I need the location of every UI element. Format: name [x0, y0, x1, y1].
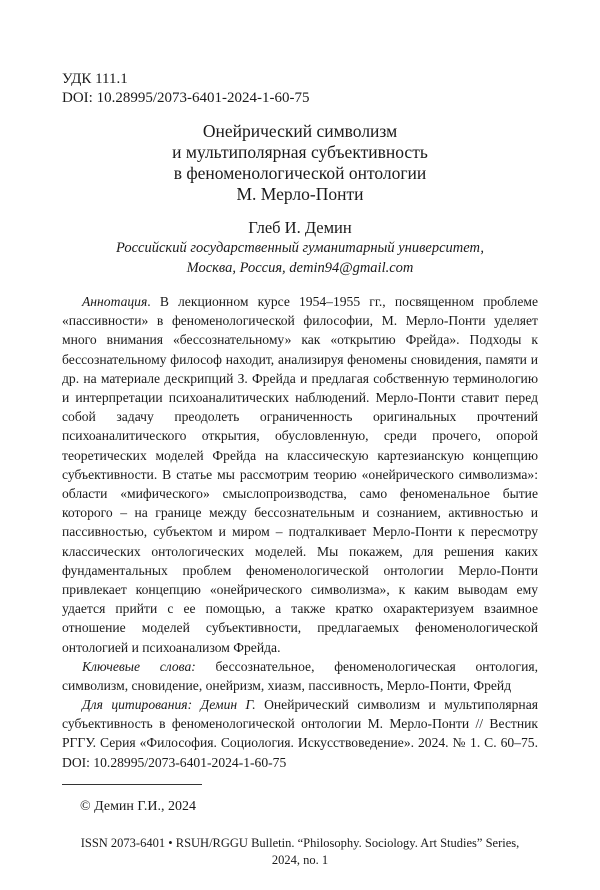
udk-code: УДК 111.1	[62, 71, 128, 87]
abstract-label: Аннотация	[82, 294, 148, 309]
citation-label: Для цитирования: Демин Г.	[82, 697, 256, 712]
footer-line-2: 2024, no. 1	[271, 853, 329, 867]
abstract-text: . В лекционном курсе 1954–1955 гг., посвященном проблеме «пассивности» в феноменологической философии, М. Мерло-Понти уделяет много внимания «бессознательному» как «открытию Фрейда». Подходы к бессознательному философ находит, анализируя феномены сновидения, памяти и др. на материале дескрипций З. Фрейда и предлагая собственную терминологию и интерпретации психоаналитических наблюдений. Мерло-Понти ставит перед собой задачу преодолеть ограниченность оригинальных прочтений психоаналитического открытия, обусловленную, среди прочего, опорой теоретических моделей Фрейда на классическую картезианскую концепцию субъективности. В статье мы рассмотрим теорию «онейрического символизма»: области «мифического» смыслопроизводства, само феноменальное бытие которого – на границе между бессознательным и сознанием, активностью и пассивностью, субъектом и миром – подталкивает Мерло-Понти к пересмотру классических онтологических моделей. Мы покажем, для решения каких фундаментальных проблем феноменологической онтологии Мерло-Понти привлекает концепцию «онейрического символизма», к каким выводам ему удается прийти с ее помощью, а также кратко охарактеризуем взаимное отношение моделей субъективности, предлагаемых феноменологической онтологией и психоанализом Фрейда.	[62, 294, 538, 655]
title-line-1: Онейрический символизм	[202, 121, 398, 141]
article-identifiers	[62, 70, 309, 108]
citation-block	[62, 695, 538, 772]
abstract-block	[62, 292, 538, 695]
affiliation-line-2: Москва, Россия, demin94@gmail.com	[186, 260, 414, 276]
keywords-text: бессознательное, феноменологическая онтология, символизм, сновидение, онейризм, хиазм, пассивность, Мерло-Понти, Фрейд	[62, 658, 538, 694]
abstract-paragraph	[62, 292, 538, 657]
doi: DOI: 10.28995/2073-6401-2024-1-60-75	[62, 90, 310, 106]
footnote-divider	[62, 784, 202, 785]
keywords-label: Ключевые слова:	[82, 658, 196, 674]
title-line-4: М. Мерло-Понти	[236, 184, 364, 204]
citation-text: Онейрический символизм и мультиполярная субъективность в феноменологической онтологии М. Мерло-Понти // Вестник РГГУ. Серия «Философия. Социология. Искусствоведение». 2024. № 1. С. 60–75. DOI: 10.28995/2073-6401-2024-1-60-75	[62, 697, 538, 770]
title-line-3: в феноменологической онтологии	[173, 163, 427, 183]
keywords-paragraph	[62, 657, 538, 695]
article-title	[62, 121, 538, 205]
affiliation-line-1: Российский государственный гуманитарный университет,	[116, 240, 484, 256]
copyright-notice: © Демин Г.И., 2024	[80, 799, 197, 814]
title-line-2: и мультиполярная субъективность	[172, 142, 428, 162]
journal-footer	[62, 835, 538, 869]
footer-line-1: ISSN 2073-6401 • RSUH/RGGU Bulletin. “Philosophy. Sociology. Art Studies” Series,	[80, 836, 520, 850]
author-name: Глеб И. Демин	[248, 218, 352, 237]
author-affiliation	[62, 238, 538, 278]
